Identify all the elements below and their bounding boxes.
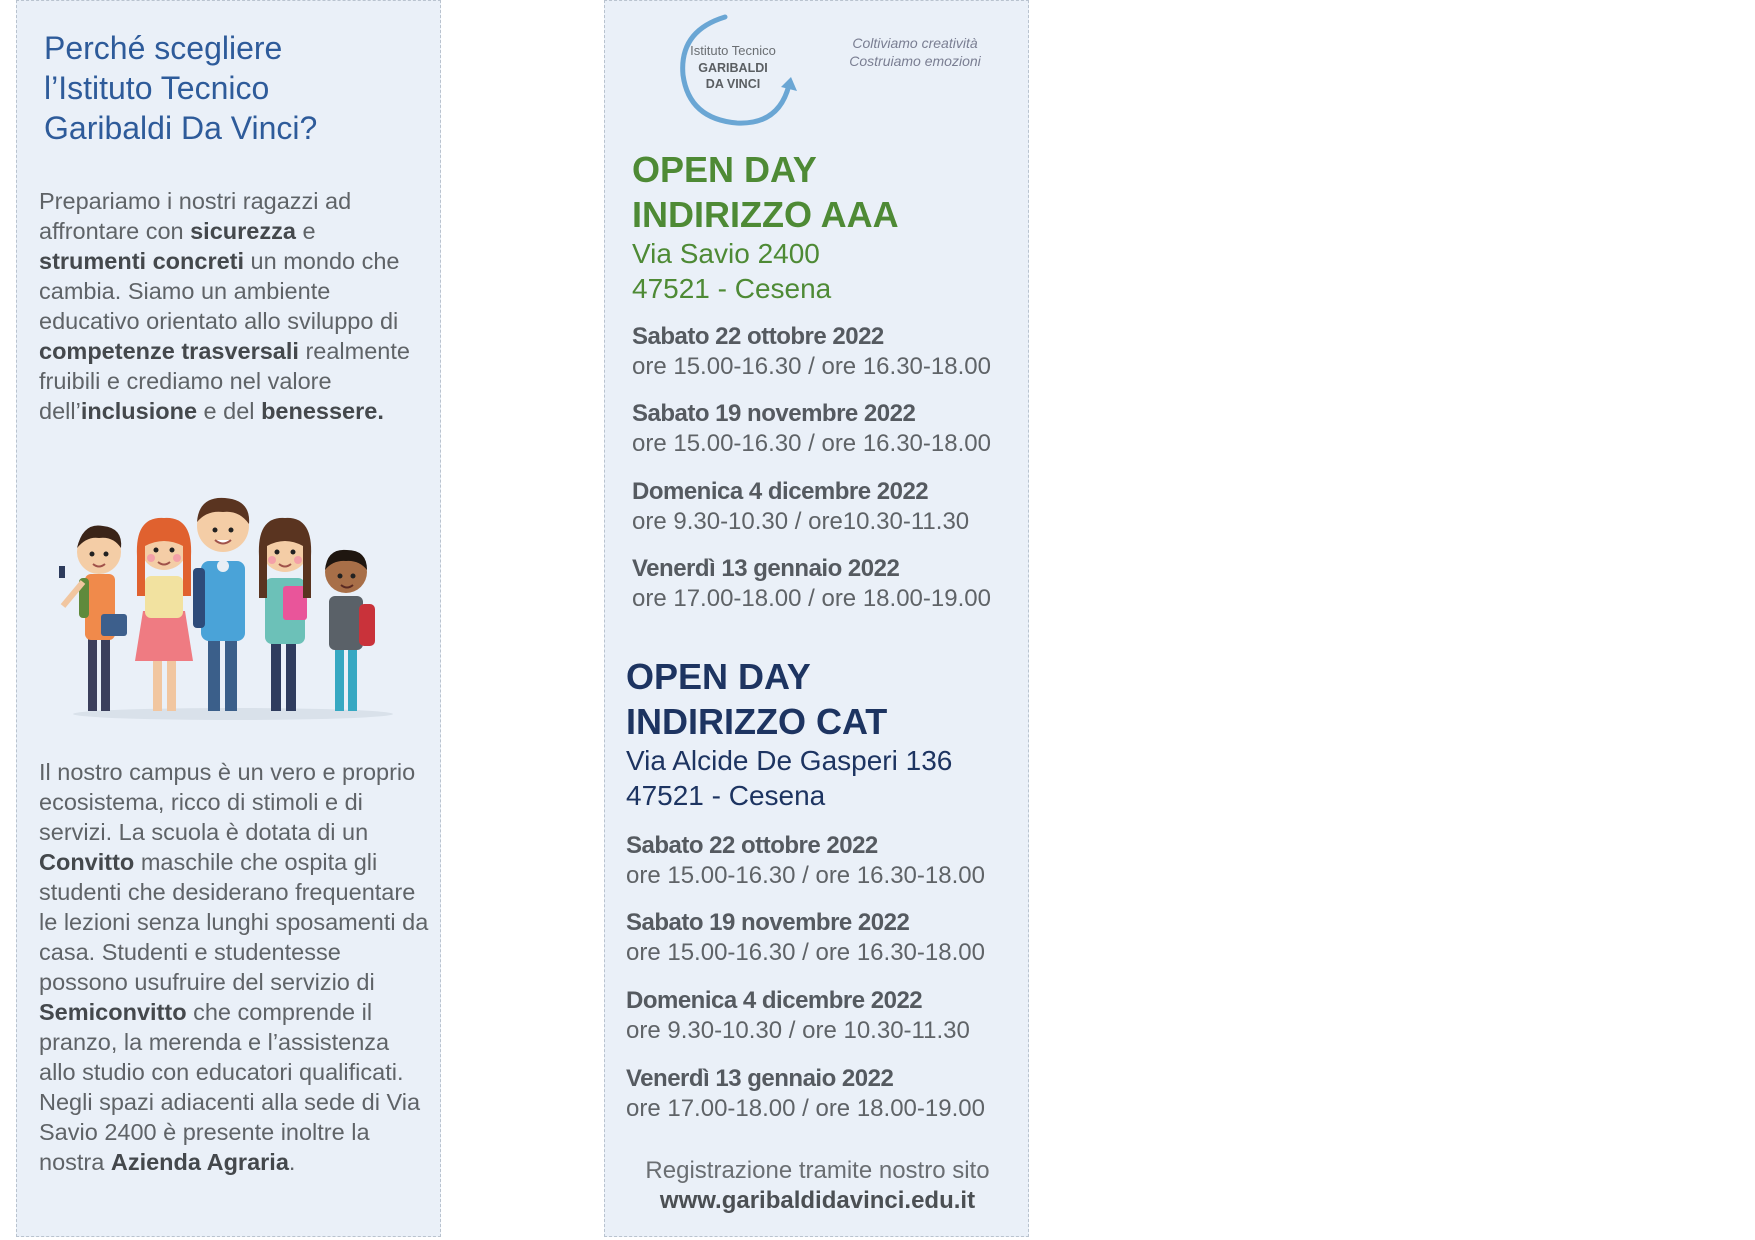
cat-event <box>626 908 985 968</box>
open-day-aaa-address <box>632 236 831 306</box>
text-run: realmente fruibili e crediamo nel valore dell’ <box>39 338 410 424</box>
title-line: OPEN DAY <box>632 149 817 190</box>
event-time: ore 9.30-10.30 / ore10.30-11.30 <box>632 508 970 535</box>
bold-run: Azienda Agraria <box>110 1149 289 1175</box>
text-run: Prepariamo i nostri ragazzi ad affrontare con <box>39 188 352 244</box>
open-day-cat-address <box>626 743 952 813</box>
student-figure <box>325 550 375 711</box>
title-line: Garibaldi Da Vinci? <box>44 110 318 146</box>
website-link[interactable]: www.garibaldidavinci.edu.it <box>659 1187 976 1214</box>
student-figure <box>59 525 127 711</box>
address-line: Via Savio 2400 <box>632 238 820 269</box>
event-time: ore 15.00-16.30 / ore 16.30-18.00 <box>632 430 991 457</box>
school-logo <box>675 11 985 131</box>
logo-arrow-icon <box>781 77 797 91</box>
text-run: un mondo che cambia. Siamo un ambiente educativo orientato allo sviluppo di <box>39 248 400 334</box>
text-run: che comprende il pranzo, la merenda e l’assistenza allo studio con educatori qualificati. Negli spazi adiacenti alla sede di Via Savio 2400 è presente inoltre la nostra <box>39 999 421 1175</box>
address-line: Via Alcide De Gasperi 136 <box>626 745 953 776</box>
bold-run: inclusione <box>80 398 198 424</box>
students-illustration <box>53 486 413 726</box>
event-date: Venerdì 13 gennaio 2022 <box>626 1065 894 1092</box>
bold-run: strumenti concreti <box>39 248 245 274</box>
bold-run: sicurezza <box>190 218 296 244</box>
registration-note <box>605 1156 1030 1216</box>
event-date: Sabato 22 ottobre 2022 <box>626 832 878 859</box>
event-time: ore 15.00-16.30 / ore 16.30-18.00 <box>626 862 985 889</box>
cat-event <box>626 831 985 891</box>
aaa-event <box>632 554 991 614</box>
cat-event <box>626 1064 985 1124</box>
text-run: e del <box>197 398 262 424</box>
event-time: ore 9.30-10.30 / ore 10.30-11.30 <box>626 1017 970 1044</box>
event-time: ore 17.00-18.00 / ore 18.00-19.00 <box>632 585 991 612</box>
text-run: . <box>288 1149 296 1175</box>
campus-paragraph <box>39 757 429 1177</box>
open-day-aaa-title <box>632 147 899 237</box>
student-figure <box>135 518 193 711</box>
bold-run: Convitto <box>39 849 135 875</box>
text-run: maschile che ospita gli studenti che desiderano frequentare le lezioni senza lunghi sposamenti da casa. Studenti e studentesse possono usufruire del servizio di <box>39 849 429 995</box>
event-date: Venerdì 13 gennaio 2022 <box>632 555 900 582</box>
title-line: INDIRIZZO CAT <box>626 701 888 742</box>
left-panel <box>16 0 441 1237</box>
event-time: ore 15.00-16.30 / ore 16.30-18.00 <box>632 353 991 380</box>
event-date: Sabato 19 novembre 2022 <box>632 400 916 427</box>
registration-text: Registrazione tramite nostro sito <box>645 1157 990 1184</box>
event-date: Sabato 22 ottobre 2022 <box>632 323 884 350</box>
bold-run: benessere. <box>261 398 384 424</box>
address-line: 47521 - Cesena <box>632 273 832 304</box>
logo-line2: GARIBALDI <box>698 61 768 75</box>
aaa-event <box>632 399 991 459</box>
logo-tagline2: Costruiamo emozioni <box>849 53 981 69</box>
event-time: ore 17.00-18.00 / ore 18.00-19.00 <box>626 1095 985 1122</box>
title-line: Perché scegliere <box>44 30 283 66</box>
open-day-cat-title <box>626 654 887 744</box>
student-figure <box>193 498 249 711</box>
event-date: Domenica 4 dicembre 2022 <box>626 987 923 1014</box>
title-line: OPEN DAY <box>626 656 811 697</box>
logo-line1: Istituto Tecnico <box>690 43 776 58</box>
event-date: Sabato 19 novembre 2022 <box>626 909 910 936</box>
bold-run: competenze trasversali <box>39 338 299 364</box>
intro-paragraph <box>39 186 429 426</box>
why-choose-title <box>44 28 434 148</box>
aaa-event <box>632 322 991 382</box>
text-run: Il nostro campus è un vero e proprio ecosistema, ricco di stimoli e di servizi. La scuola è dotata di un <box>39 759 416 845</box>
title-line: INDIRIZZO AAA <box>632 194 899 235</box>
student-figure <box>259 518 311 711</box>
logo-line3: DA VINCI <box>705 77 761 91</box>
logo-tagline1: Coltiviamo creatività <box>852 35 978 51</box>
title-line: l’Istituto Tecnico <box>44 70 270 106</box>
address-line: 47521 - Cesena <box>626 780 826 811</box>
text-run: e <box>295 218 316 244</box>
right-panel <box>604 0 1029 1237</box>
aaa-event <box>632 477 969 537</box>
event-date: Domenica 4 dicembre 2022 <box>632 478 929 505</box>
bold-run: Semiconvitto <box>39 999 187 1025</box>
cat-event <box>626 986 970 1046</box>
event-time: ore 15.00-16.30 / ore 16.30-18.00 <box>626 939 985 966</box>
